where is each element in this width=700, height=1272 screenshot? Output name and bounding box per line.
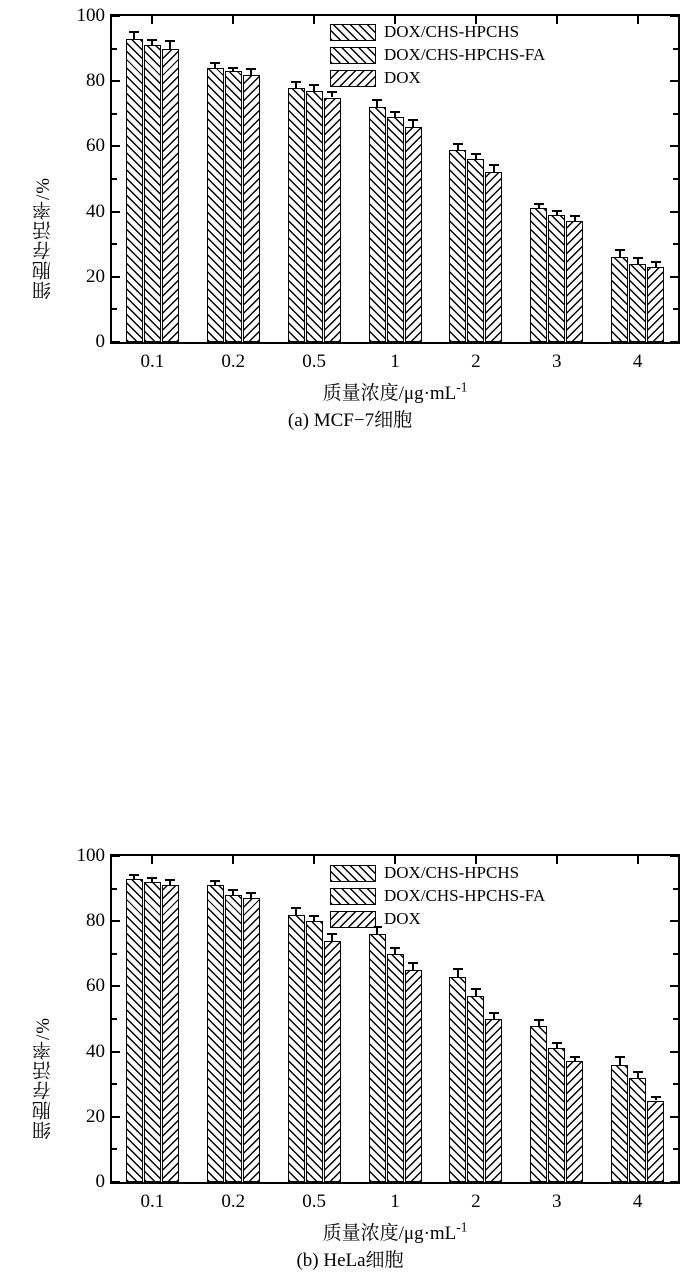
y-tick-mark xyxy=(670,211,678,213)
y-tick-label: 60 xyxy=(86,975,105,997)
legend-label: DOX/CHS-HPCHS-FA xyxy=(384,45,546,64)
chart-panel-b xyxy=(0,420,700,1271)
bar xyxy=(126,879,143,1182)
bar xyxy=(449,150,466,342)
y-tick-label: 20 xyxy=(86,1105,105,1127)
x-tick-label: 0.2 xyxy=(221,1191,246,1212)
legend-item xyxy=(330,45,545,65)
y-tick-label: 80 xyxy=(86,910,105,932)
error-bar-cap xyxy=(327,933,337,935)
bar xyxy=(126,39,143,342)
y-minor-tick xyxy=(112,1148,117,1150)
y-minor-tick xyxy=(673,953,678,955)
legend-swatch xyxy=(330,70,376,87)
error-bar-cap xyxy=(615,249,625,251)
y-tick-mark xyxy=(670,145,678,147)
y-tick-mark xyxy=(670,855,678,857)
y-tick-mark xyxy=(670,920,678,922)
legend-label: DOX/CHS-HPCHS-FA xyxy=(384,886,546,905)
bar xyxy=(144,45,161,342)
y-tick-mark xyxy=(112,855,120,857)
error-bar-cap xyxy=(291,907,301,909)
panel-caption-a: (a) MCF−7细胞 xyxy=(287,410,413,431)
bar xyxy=(485,172,502,342)
error-bar-cap xyxy=(246,892,256,894)
bar xyxy=(387,954,404,1182)
y-minor-tick xyxy=(112,953,117,955)
error-bar-cap xyxy=(210,880,220,882)
bar xyxy=(647,267,664,342)
y-minor-tick xyxy=(112,243,117,245)
y-tick-mark xyxy=(112,920,120,922)
y-minor-tick xyxy=(112,1018,117,1020)
x-tick-label: 2 xyxy=(471,351,481,372)
error-bar-cap xyxy=(309,84,319,86)
x-tick-label: 0.5 xyxy=(302,351,327,372)
legend-label: DOX xyxy=(384,909,421,928)
bar xyxy=(324,98,341,343)
legend-swatch xyxy=(330,911,376,928)
bar xyxy=(629,264,646,342)
bar xyxy=(405,970,422,1182)
y-tick-label: 100 xyxy=(76,5,105,26)
bar xyxy=(467,996,484,1182)
error-bar-cap xyxy=(489,1012,499,1014)
y-minor-tick xyxy=(673,48,678,50)
y-tick-mark xyxy=(112,1116,120,1118)
y-tick-label: 60 xyxy=(86,135,105,157)
error-bar-cap xyxy=(633,257,643,259)
bar xyxy=(485,1019,502,1182)
legend-label: DOX/CHS-HPCHS xyxy=(384,22,520,41)
error-bar-cap xyxy=(147,877,157,879)
x-tick-label: 0.1 xyxy=(140,351,165,372)
y-tick-mark xyxy=(112,341,120,343)
y-minor-tick xyxy=(673,178,678,180)
y-tick-mark xyxy=(112,15,120,17)
bar xyxy=(629,1078,646,1182)
y-minor-tick xyxy=(673,243,678,245)
y-tick-mark xyxy=(112,145,120,147)
legend-swatch xyxy=(330,24,376,41)
y-minor-tick xyxy=(112,888,117,890)
legend-swatch xyxy=(330,47,376,64)
x-tick-label: 2 xyxy=(471,1191,481,1212)
bar xyxy=(611,1065,628,1182)
y-tick-mark xyxy=(112,276,120,278)
y-minor-tick xyxy=(112,48,117,50)
bar xyxy=(207,885,224,1182)
bar xyxy=(449,977,466,1182)
legend-item xyxy=(330,886,545,906)
error-bar-cap xyxy=(291,81,301,83)
error-bar-cap xyxy=(471,153,481,155)
error-bar-cap xyxy=(228,889,238,891)
y-axis-label-a: 细胞存活率/% xyxy=(33,176,54,300)
y-tick-mark xyxy=(670,1116,678,1118)
error-bar-cap xyxy=(534,1019,544,1021)
error-bar-cap xyxy=(633,1071,643,1073)
bar xyxy=(306,91,323,342)
y-tick-label: 20 xyxy=(86,265,105,287)
legend-item xyxy=(330,22,545,42)
bar xyxy=(324,941,341,1182)
bar xyxy=(548,1048,565,1182)
bar xyxy=(611,257,628,342)
y-tick-label: 0 xyxy=(95,1171,105,1192)
legend-item xyxy=(330,909,545,929)
y-minor-tick xyxy=(673,113,678,115)
chart-panel-a xyxy=(0,0,700,431)
bar xyxy=(369,934,386,1182)
error-bar-cap xyxy=(390,947,400,949)
x-tick-label: 0.2 xyxy=(221,351,246,372)
legend-label: DOX xyxy=(384,68,421,87)
y-tick-mark xyxy=(670,1181,678,1183)
error-bar-cap xyxy=(408,962,418,964)
error-bar-cap xyxy=(309,915,319,917)
error-bar-cap xyxy=(408,119,418,121)
error-bar-cap xyxy=(165,40,175,42)
error-bar-cap xyxy=(327,91,337,93)
y-tick-mark xyxy=(112,1181,120,1183)
error-bar-cap xyxy=(552,210,562,212)
bar xyxy=(243,898,260,1182)
bar xyxy=(306,921,323,1182)
bar xyxy=(647,1101,664,1183)
legend-swatch xyxy=(330,888,376,905)
error-bar-cap xyxy=(147,39,157,41)
y-tick-label: 100 xyxy=(76,845,105,866)
error-bar-cap xyxy=(471,988,481,990)
x-tick-label: 0.5 xyxy=(302,1191,327,1212)
error-bar-cap xyxy=(165,879,175,881)
x-tick-mark xyxy=(151,16,153,24)
panel-caption-b: (b) HeLa细胞 xyxy=(296,1250,404,1271)
y-minor-tick xyxy=(673,1083,678,1085)
bar xyxy=(207,68,224,342)
legend-swatch xyxy=(330,865,376,882)
y-minor-tick xyxy=(112,113,117,115)
y-tick-label: 0 xyxy=(95,331,105,352)
x-axis-label-a: 质量浓度$/\mu g\cdot mL^{-1}$ xyxy=(322,379,468,404)
y-minor-tick xyxy=(673,308,678,310)
bar xyxy=(530,1026,547,1182)
y-tick-mark xyxy=(670,15,678,17)
error-bar-cap xyxy=(651,1096,661,1098)
y-tick-label: 40 xyxy=(86,1040,105,1062)
y-minor-tick xyxy=(112,308,117,310)
y-minor-tick xyxy=(112,178,117,180)
error-bar-cap xyxy=(453,968,463,970)
error-bar-cap xyxy=(129,31,139,33)
error-bar-cap xyxy=(246,68,256,70)
bar xyxy=(566,221,583,342)
legend-a xyxy=(330,22,545,91)
y-tick-label: 80 xyxy=(86,70,105,92)
y-tick-mark xyxy=(112,985,120,987)
y-tick-mark xyxy=(670,276,678,278)
error-bar-cap xyxy=(570,1056,580,1058)
x-tick-label: 0.1 xyxy=(140,1191,165,1212)
bar xyxy=(467,159,484,342)
x-tick-mark xyxy=(637,16,639,24)
bar xyxy=(566,1061,583,1182)
y-tick-mark xyxy=(670,341,678,343)
bar xyxy=(144,882,161,1182)
y-minor-tick xyxy=(112,1083,117,1085)
y-tick-mark xyxy=(112,1051,120,1053)
bar xyxy=(387,117,404,342)
y-minor-tick xyxy=(673,1018,678,1020)
error-bar-cap xyxy=(129,874,139,876)
x-axis-label-b: 质量浓度$/\mu g\cdot mL^{-1}$ xyxy=(322,1219,468,1244)
error-bar-cap xyxy=(651,261,661,263)
y-tick-mark xyxy=(112,80,120,82)
bar xyxy=(288,88,305,342)
x-tick-mark xyxy=(232,16,234,24)
y-minor-tick xyxy=(673,888,678,890)
y-tick-mark xyxy=(670,80,678,82)
bar xyxy=(162,885,179,1182)
x-tick-mark xyxy=(556,16,558,24)
y-tick-mark xyxy=(670,1051,678,1053)
bar xyxy=(288,915,305,1182)
error-bar-cap xyxy=(570,215,580,217)
error-bar-cap xyxy=(228,67,238,69)
x-tick-label: 4 xyxy=(632,351,643,372)
x-tick-label: 4 xyxy=(632,1191,643,1212)
bar xyxy=(225,71,242,342)
legend-item xyxy=(330,68,545,88)
bar xyxy=(225,895,242,1182)
y-tick-label: 40 xyxy=(86,200,105,222)
y-minor-tick xyxy=(673,1148,678,1150)
bar xyxy=(162,49,179,342)
legend-label: DOX/CHS-HPCHS xyxy=(384,863,520,882)
bar xyxy=(548,215,565,342)
y-axis-label-b: 细胞存活率/% xyxy=(33,1016,54,1140)
error-bar-cap xyxy=(210,62,220,64)
bar xyxy=(530,208,547,342)
y-tick-mark xyxy=(670,985,678,987)
error-bar-cap xyxy=(489,164,499,166)
y-tick-mark xyxy=(112,211,120,213)
legend-item xyxy=(330,863,545,883)
x-tick-label: 3 xyxy=(551,351,562,372)
error-bar-cap xyxy=(390,111,400,113)
bar xyxy=(243,75,260,342)
x-tick-label: 1 xyxy=(390,1191,400,1212)
bar xyxy=(405,127,422,342)
error-bar-cap xyxy=(453,143,463,145)
error-bar-cap xyxy=(615,1056,625,1058)
error-bar-cap xyxy=(372,99,382,101)
error-bar-cap xyxy=(534,203,544,205)
x-tick-label: 3 xyxy=(551,1191,562,1212)
legend-b xyxy=(330,863,545,932)
x-tick-label: 1 xyxy=(390,351,400,372)
bar xyxy=(369,107,386,342)
x-tick-mark xyxy=(313,16,315,24)
error-bar-cap xyxy=(552,1042,562,1044)
